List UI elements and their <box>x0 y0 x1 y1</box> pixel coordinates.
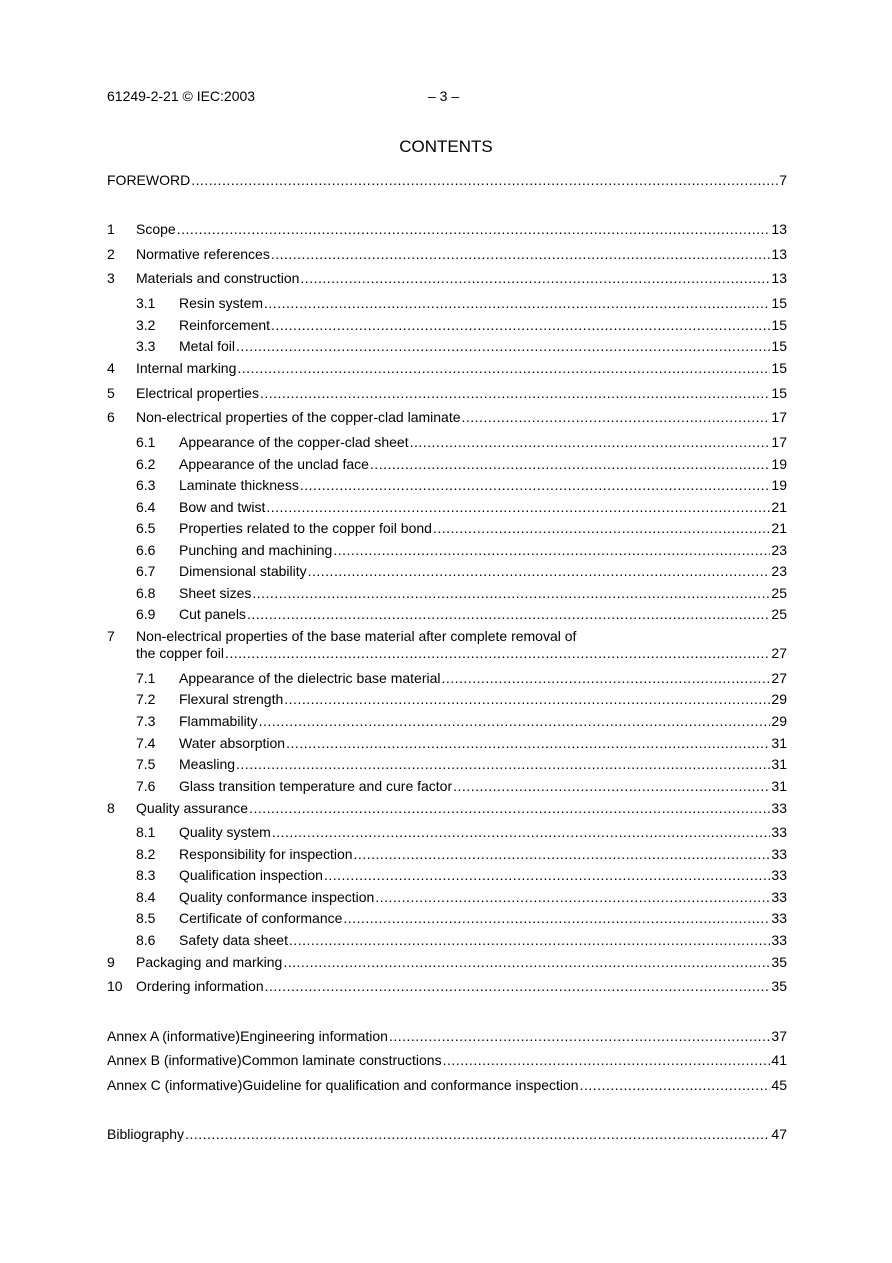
toc-entry-number: 1 <box>107 221 115 237</box>
toc-entry[interactable] <box>107 477 787 495</box>
toc-entry[interactable] <box>107 295 787 313</box>
toc-entry-number: 6.5 <box>136 520 156 536</box>
toc-entry-label: Internal marking <box>136 360 237 376</box>
toc-entry-number: 3.3 <box>136 338 156 354</box>
toc-entry-annex[interactable] <box>107 1077 787 1095</box>
toc-entry-number: 7 <box>107 628 115 644</box>
toc-entry-label: Engineering information <box>240 1028 388 1044</box>
toc-entry-number: 6.4 <box>136 499 156 515</box>
toc-entry-label: Flammability <box>179 713 258 729</box>
toc-entry-number: 6.8 <box>136 585 156 601</box>
toc-entry[interactable] <box>107 317 787 335</box>
toc-entry-label: Scope <box>136 221 176 237</box>
toc-entry-label: Quality conformance inspection <box>179 889 375 905</box>
toc-entry-label: Responsibility for inspection <box>179 846 353 862</box>
toc-entry-label: Quality assurance <box>136 800 249 816</box>
toc-page-number: 25 <box>771 585 787 601</box>
toc-entry-annex[interactable] <box>107 1028 787 1046</box>
toc-entry[interactable] <box>107 778 787 796</box>
dot-leader <box>300 477 771 493</box>
toc-page-number: 47 <box>771 1126 787 1142</box>
toc-entry-label: the copper foil <box>136 645 224 661</box>
toc-entry-7-line1[interactable] <box>107 628 787 646</box>
dot-leader <box>283 954 770 970</box>
dot-leader <box>272 824 771 840</box>
toc-entry-label: Materials and construction <box>136 270 300 286</box>
toc-entry[interactable] <box>107 221 787 239</box>
toc-entry[interactable] <box>107 385 787 403</box>
toc-entry-label: Laminate thickness <box>179 477 299 493</box>
dot-leader <box>375 889 770 905</box>
toc-page-number: 13 <box>771 221 787 237</box>
toc-page-number: 31 <box>771 756 787 772</box>
toc-page-number: 27 <box>771 670 787 686</box>
toc-entry[interactable] <box>107 456 787 474</box>
toc-entry-number: 7.1 <box>136 670 156 686</box>
toc-page-number: 19 <box>771 477 787 493</box>
toc-page-number: 33 <box>771 910 787 926</box>
toc-entry-7-line2[interactable] <box>136 645 787 663</box>
toc-page-number: 15 <box>771 385 787 401</box>
toc-page-number: 25 <box>771 606 787 622</box>
toc-page-number: 17 <box>771 434 787 450</box>
dot-leader <box>264 295 770 311</box>
toc-entry-number: 6.2 <box>136 456 156 472</box>
toc-page-number: 15 <box>771 360 787 376</box>
toc-entry[interactable] <box>107 954 787 972</box>
toc-entry[interactable] <box>107 691 787 709</box>
dot-leader <box>271 317 770 333</box>
toc-entry-number: 7.4 <box>136 735 156 751</box>
dot-leader <box>236 338 770 354</box>
toc-entry-number: 7.6 <box>136 778 156 794</box>
toc-entry-number: 9 <box>107 954 115 970</box>
toc-page-number: 33 <box>771 800 787 816</box>
toc-entry-number: 8.2 <box>136 846 156 862</box>
toc-page-number: 33 <box>771 867 787 883</box>
toc-page-number: 37 <box>771 1028 787 1044</box>
toc-entry-label: Cut panels <box>179 606 246 622</box>
dot-leader <box>265 978 771 994</box>
toc-page-number: 35 <box>771 978 787 994</box>
toc-entry[interactable] <box>107 735 787 753</box>
dot-leader <box>260 385 770 401</box>
toc-entry-label: Appearance of the dielectric base material <box>179 670 441 686</box>
dot-leader <box>324 867 770 883</box>
toc-entry-number: 10 <box>107 978 123 994</box>
toc-entry[interactable] <box>107 713 787 731</box>
dot-leader <box>410 434 771 450</box>
toc-page-number: 7 <box>779 172 787 188</box>
dot-leader <box>185 1126 770 1142</box>
toc-entry-bibliography[interactable] <box>107 1126 787 1144</box>
toc-entry[interactable] <box>107 910 787 928</box>
toc-entry-number: 6.1 <box>136 434 156 450</box>
toc-entry-number: 4 <box>107 360 115 376</box>
toc-entry-number: 8 <box>107 800 115 816</box>
contents-title: CONTENTS <box>399 137 493 156</box>
toc-entry[interactable] <box>107 800 787 818</box>
toc-entry-label: Appearance of the unclad face <box>179 456 369 472</box>
toc-entry-number: 6 <box>107 409 115 425</box>
toc-page-number: 33 <box>771 846 787 862</box>
toc-page-number: 33 <box>771 932 787 948</box>
toc-entry-label: Appearance of the copper-clad sheet <box>179 434 409 450</box>
dot-leader <box>236 756 770 772</box>
toc-entry[interactable] <box>107 670 787 688</box>
dot-leader <box>249 800 770 816</box>
dot-leader <box>580 1077 771 1093</box>
toc-entry-label: Ordering information <box>136 978 264 994</box>
toc-page-number: 15 <box>771 317 787 333</box>
dot-leader <box>289 932 770 948</box>
toc-entry[interactable] <box>107 409 787 427</box>
toc-page-number: 23 <box>771 542 787 558</box>
toc-entry-label: Measling <box>179 756 236 772</box>
toc-entry-label: Common laminate constructions <box>241 1052 442 1068</box>
dot-leader <box>389 1028 770 1044</box>
toc-entry-number: 5 <box>107 385 115 401</box>
toc-entry[interactable] <box>107 520 787 538</box>
dot-leader <box>225 645 770 661</box>
toc-entry-label: Guideline for qualification and conformance inspection <box>242 1077 579 1093</box>
dot-leader <box>343 910 770 926</box>
toc-entry-number: 8.3 <box>136 867 156 883</box>
toc-page-number: 21 <box>771 499 787 515</box>
toc-entry-label: Non-electrical properties of the copper-clad laminate <box>136 409 461 425</box>
toc-entry[interactable] <box>107 978 787 996</box>
toc-entry-number: 8.4 <box>136 889 156 905</box>
toc-page-number: 33 <box>771 824 787 840</box>
toc-page-number: 41 <box>771 1052 787 1068</box>
dot-leader <box>300 270 770 286</box>
dot-leader <box>237 360 770 376</box>
dot-leader <box>354 846 771 862</box>
toc-entry-number: 8.6 <box>136 932 156 948</box>
dot-leader <box>441 670 770 686</box>
toc-entry-number: 3 <box>107 270 115 286</box>
toc-entry-label: Certificate of conformance <box>179 910 343 926</box>
toc-entry-number: 2 <box>107 246 115 262</box>
annex-prefix: Annex C (informative) <box>107 1077 243 1093</box>
toc-entry-number: 7.5 <box>136 756 156 772</box>
toc-entry-label: Electrical properties <box>136 385 259 401</box>
dot-leader <box>247 606 770 622</box>
toc-entry-number: 7.2 <box>136 691 156 707</box>
toc-page-number: 45 <box>771 1077 787 1093</box>
toc-entry[interactable] <box>107 434 787 452</box>
toc-page-number: 31 <box>771 735 787 751</box>
dot-leader <box>252 585 770 601</box>
toc-entry-number: 3.2 <box>136 317 156 333</box>
dot-leader <box>370 456 771 472</box>
toc-entry[interactable] <box>107 360 787 378</box>
document-reference: 61249-2-21 © IEC:2003 <box>107 88 256 104</box>
toc-entry-annex[interactable] <box>107 1052 787 1070</box>
toc-entry-label: Bow and twist <box>179 499 266 515</box>
toc-entry-label: Qualification inspection <box>179 867 323 883</box>
toc-entry-label: Normative references <box>136 246 270 262</box>
dot-leader <box>286 735 770 751</box>
dot-leader <box>259 713 771 729</box>
dot-leader <box>284 691 770 707</box>
toc-entry-label: Packaging and marking <box>136 954 283 970</box>
page-number-marker: – 3 – <box>428 88 460 104</box>
toc-entry-foreword[interactable] <box>107 172 787 190</box>
toc-entry[interactable] <box>107 246 787 264</box>
dot-leader <box>443 1052 771 1068</box>
toc-page-number: 33 <box>771 889 787 905</box>
toc-page-number: 13 <box>771 246 787 262</box>
toc-page-number: 19 <box>771 456 787 472</box>
toc-entry-label: Reinforcement <box>179 317 271 333</box>
toc-entry[interactable] <box>107 585 787 603</box>
dot-leader <box>462 409 771 425</box>
toc-entry-number: 6.9 <box>136 606 156 622</box>
toc-page-number: 31 <box>771 778 787 794</box>
toc-entry-number: 3.1 <box>136 295 156 311</box>
toc-entry-label: Safety data sheet <box>179 932 288 948</box>
toc-entry-number: 6.6 <box>136 542 156 558</box>
toc-page-number: 17 <box>771 409 787 425</box>
toc-entry[interactable] <box>107 563 787 581</box>
toc-page-number: 23 <box>771 563 787 579</box>
annex-prefix: Annex B (informative) <box>107 1052 242 1068</box>
dot-leader <box>453 778 770 794</box>
toc-entry[interactable] <box>107 542 787 560</box>
dot-leader <box>191 172 778 188</box>
toc-page-number: 13 <box>771 270 787 286</box>
toc-entry-label: Glass transition temperature and cure factor <box>179 778 453 794</box>
toc-entry[interactable] <box>107 499 787 517</box>
toc-page-number: 35 <box>771 954 787 970</box>
toc-entry-label: Quality system <box>179 824 271 840</box>
toc-entry-label: Flexural strength <box>179 691 284 707</box>
toc-page-number: 27 <box>771 645 787 661</box>
dot-leader <box>266 499 770 515</box>
toc-entry-label: Punching and machining <box>179 542 333 558</box>
toc-entry[interactable] <box>107 867 787 885</box>
toc-entry[interactable] <box>107 756 787 774</box>
toc-entry[interactable] <box>107 338 787 356</box>
toc-page-number: 29 <box>771 713 787 729</box>
toc-entry[interactable] <box>107 270 787 288</box>
dot-leader <box>177 221 771 237</box>
toc-entry-label: Dimensional stability <box>179 563 307 579</box>
toc-entry-label: Properties related to the copper foil bond <box>179 520 432 536</box>
toc-page-number: 29 <box>771 691 787 707</box>
toc-entry[interactable] <box>107 846 787 864</box>
toc-entry[interactable] <box>107 824 787 842</box>
toc-entry-label: FOREWORD <box>107 172 191 188</box>
toc-page-number: 21 <box>771 520 787 536</box>
toc-entry-number: 6.3 <box>136 477 156 493</box>
toc-entry-number: 6.7 <box>136 563 156 579</box>
toc-entry[interactable] <box>107 606 787 624</box>
toc-entry-number: 8.1 <box>136 824 156 840</box>
dot-leader <box>308 563 771 579</box>
toc-entry-label: Metal foil <box>179 338 236 354</box>
annex-prefix: Annex A (informative) <box>107 1028 241 1044</box>
toc-entry-number: 8.5 <box>136 910 156 926</box>
toc-entry-label: Non-electrical properties of the base material after complete removal of <box>136 628 577 644</box>
dot-leader <box>271 246 771 262</box>
toc-entry[interactable] <box>107 932 787 950</box>
toc-entry[interactable] <box>107 889 787 907</box>
dot-leader <box>433 520 770 536</box>
toc-entry-label: Resin system <box>179 295 264 311</box>
toc-page-number: 15 <box>771 338 787 354</box>
toc-entry-label: Water absorption <box>179 735 286 751</box>
toc-entry-number: 7.3 <box>136 713 156 729</box>
toc-page-number: 15 <box>771 295 787 311</box>
toc-entry-label: Bibliography <box>107 1126 185 1142</box>
dot-leader <box>333 542 770 558</box>
toc-entry-label: Sheet sizes <box>179 585 252 601</box>
